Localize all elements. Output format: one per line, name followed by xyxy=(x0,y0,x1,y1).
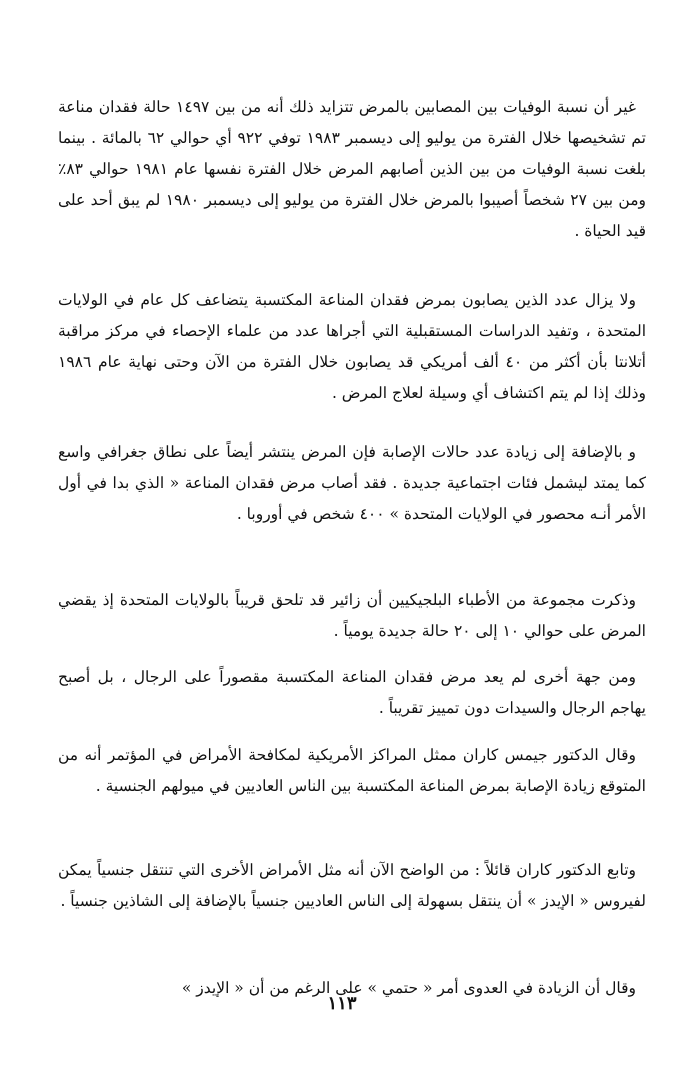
paragraph-infection-increase: وقال أن الزيادة في العدوى أمر « حتمي » على الرغم من أن « الإيدز » xyxy=(181,979,636,997)
paragraph-dr-curran-continued: وتابع الدكتور كاران قائلاً : من الواضح الآن أنه مثل الأمراض الأخرى التي تنتقل جنسياً يمكن لفيروس « الإيدز » أن ينتقل بسهولة إلى الناس العاديين جنسياً بالإضافة إلى الشاذين جنسياً . xyxy=(58,861,646,910)
paragraph-dr-curran-statement: وقال الدكتور جيمس كاران ممثل المراكز الأمريكية لمكافحة الأمراض في المؤتمر أنه من المتوقع زيادة الإصابة بمرض المناعة المكتسبة بين الناس العاديين في ميولهم الجنسية . xyxy=(58,746,646,795)
paragraph-mortality-rate: غير أن نسبة الوفيات بين المصابين بالمرض تتزايد ذلك أنه من بين ١٤٩٧ حالة فقدان مناعة تم تشخيصها خلال الفترة من يوليو إلى ديسمبر ١٩٨٣ توفي ٩٢٢ أي حوالي ٦٢ بالمائة . بينما بلغت نسبة الوفيات من بين الذين أصابهم المرض خلال الفترة نفسها عام ١٩٨١ حوالي ٨٣٪ ومن بين ٢٧ شخصاً أصيبوا بالمرض خلال الفترة من يوليو إلى ديسمبر ١٩٨٠ لم يبق أحد على قيد الحياة . xyxy=(58,98,646,240)
paragraph-belgian-doctors: وذكرت مجموعة من الأطباء البلجيكيين أن زائير قد تلحق قريباً بالولايات المتحدة إذ يقضي المرض على حوالي ١٠ إلى ٢٠ حالة جديدة يومياً . xyxy=(58,591,646,640)
paragraph-us-cases-doubling: ولا يزال عدد الذين يصابون بمرض فقدان المناعة المكتسبة يتضاعف كل عام في الولايات المتحدة ، وتفيد الدراسات المستقبلية التي أجراها عدد من علماء الإحصاء في مركز مراقبة أتلانتا بأن أكثر من ٤٠ ألف أمريكي قد يصابون خلال الفترة من الآن وحتى نهاية عام ١٩٨٦ وذلك إذا لم يتم اكتشاف أي وسيلة لعلاج المرض . xyxy=(58,291,646,402)
book-page xyxy=(58,80,646,1040)
paragraph-geographic-spread: و بالإضافة إلى زيادة عدد حالات الإصابة فإن المرض ينتشر أيضاً على نطاق جغرافي واسع كما يمتد ليشمل فئات اجتماعية جديدة . فقد أصاب مرض فقدان المناعة « الذي بدا في أول الأمر أنـه محصور في الولايات المتحدة » ٤٠٠ شخص في أوروبا . xyxy=(58,443,646,523)
paragraph-men-and-women: ومن جهة أخرى لم يعد مرض فقدان المناعة المكتسبة مقصوراً على الرجال ، بل أصبح يهاجم الرجال والسيدات دون تمييز تقريباً . xyxy=(58,668,646,717)
page-number: ١١٣ xyxy=(327,993,357,1014)
